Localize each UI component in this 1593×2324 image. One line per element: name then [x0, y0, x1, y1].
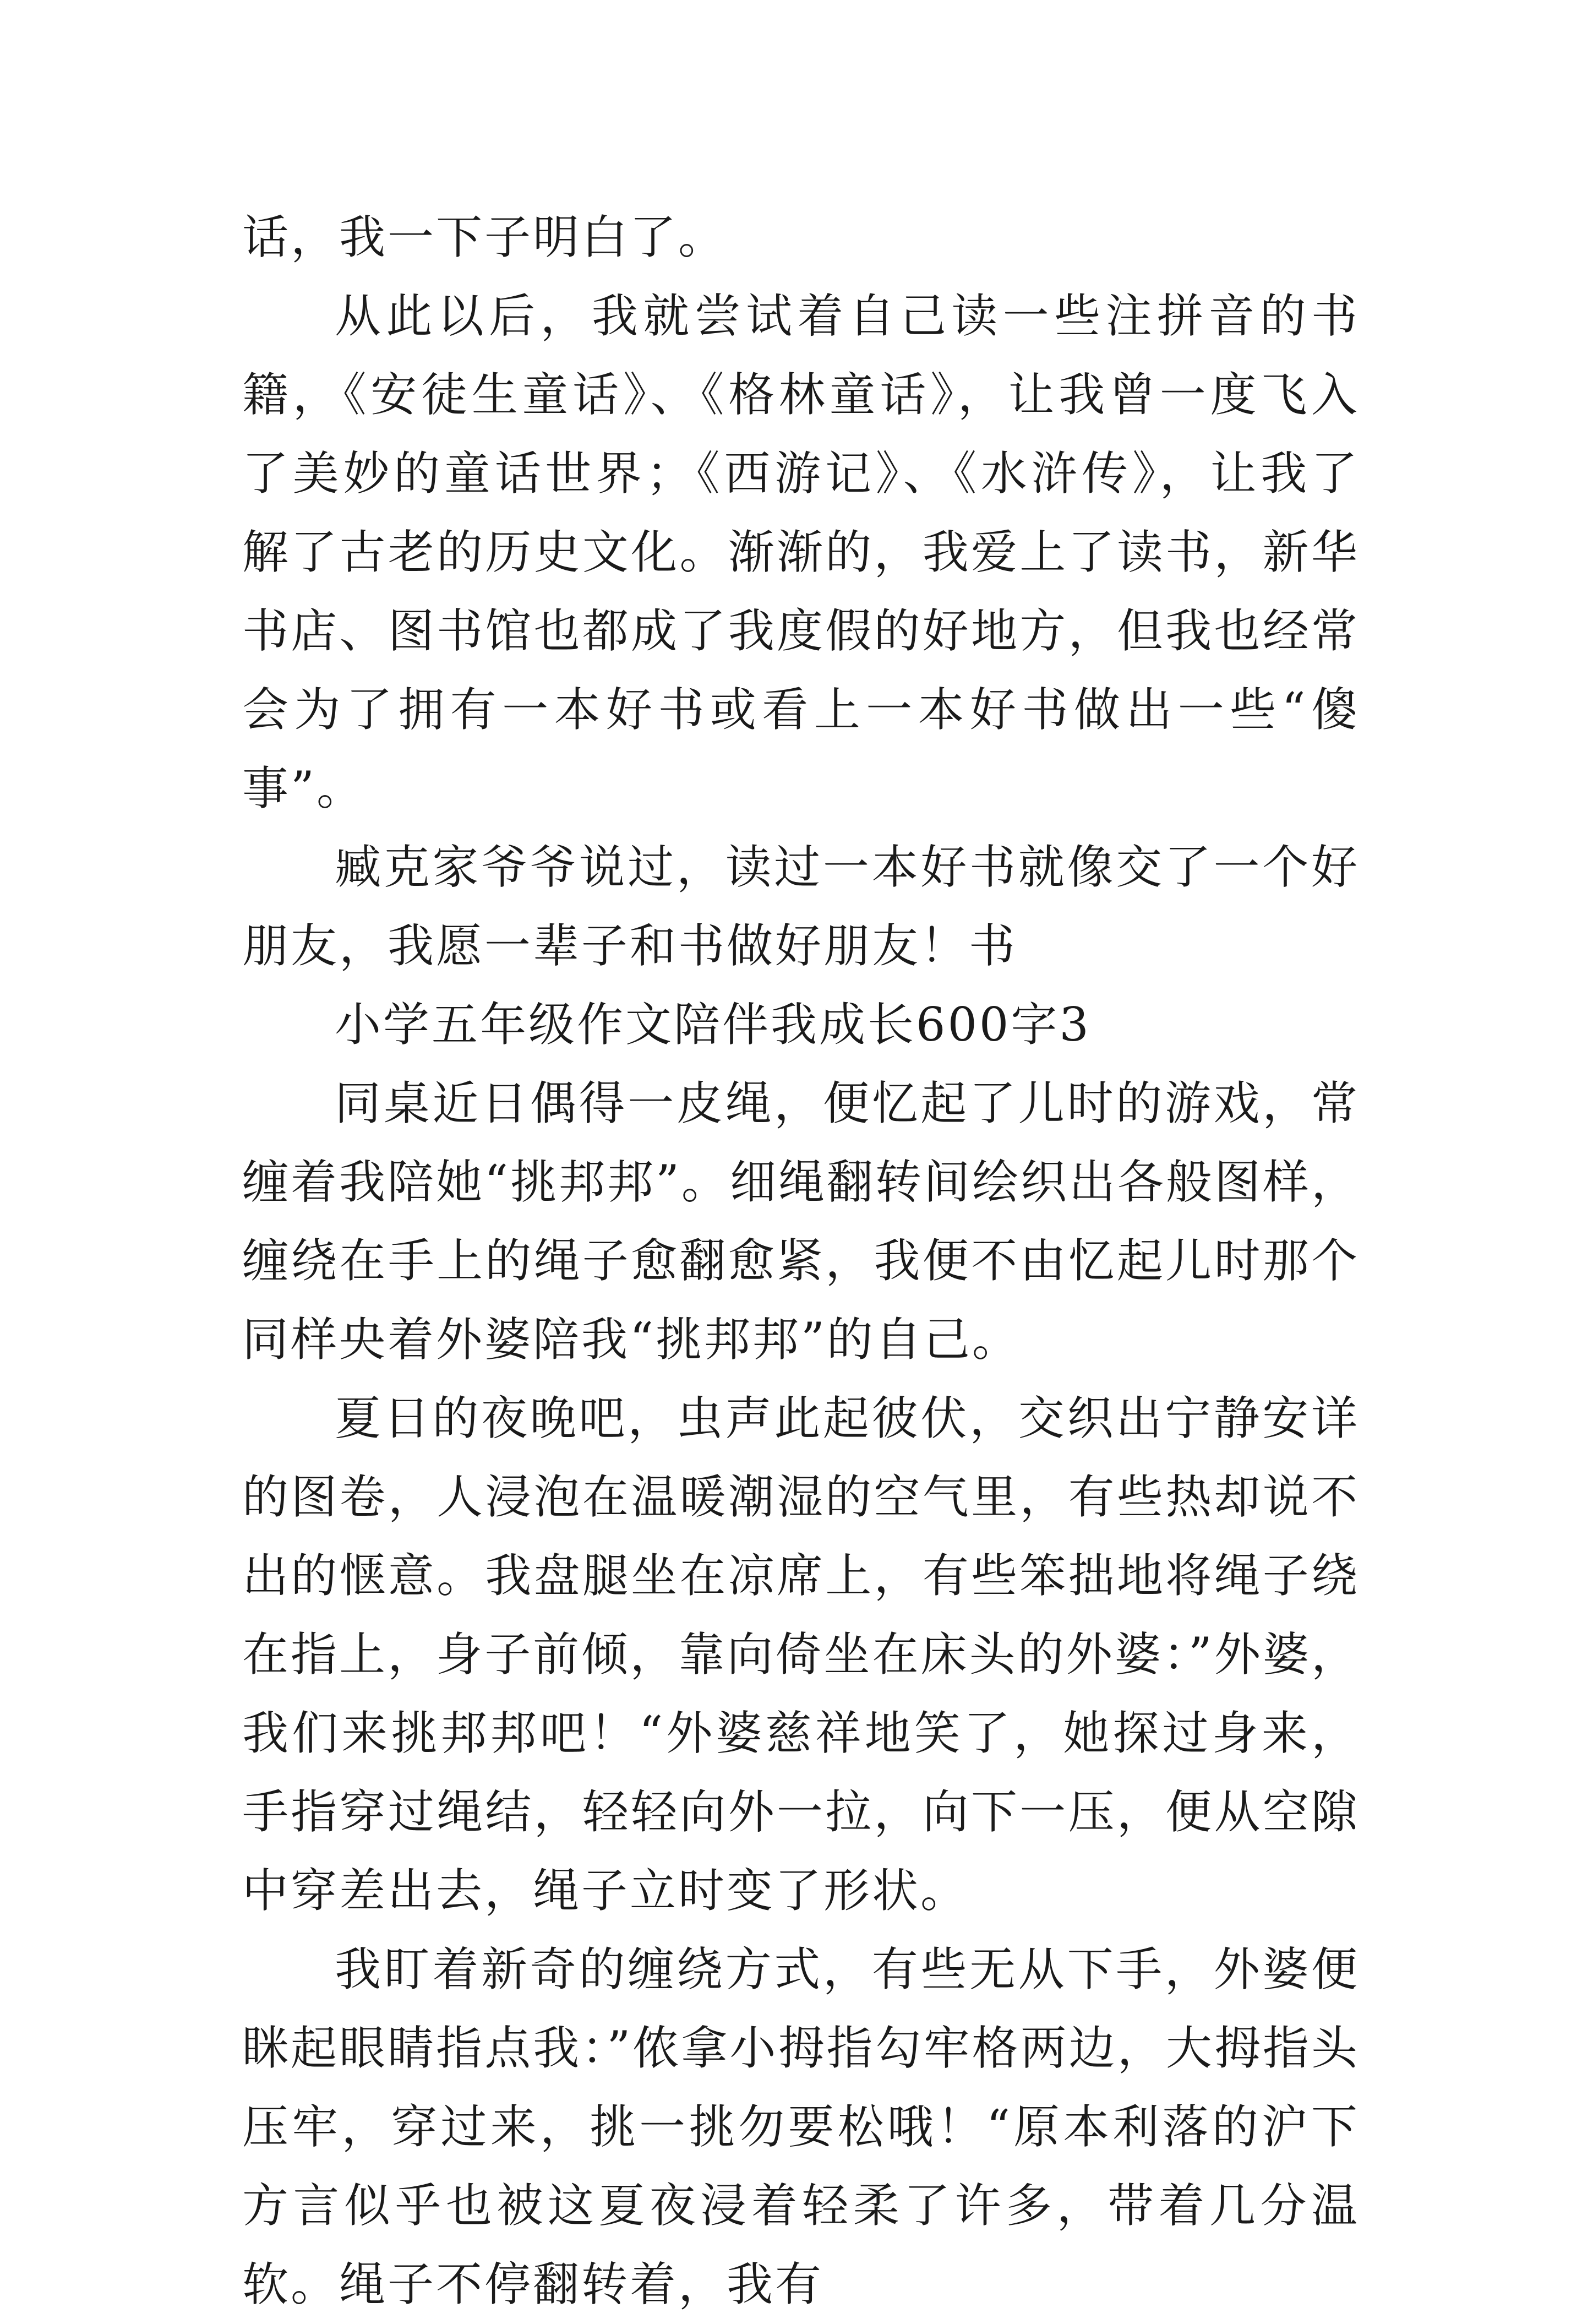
essay-title: 小学五年级作文陪伴我成长600字3: [335, 998, 1091, 1052]
paragraph-summer-night: 夏日的夜晚吧，虫声此起彼伏，交织出宁静安详的图卷，人浸泡在温暖潮湿的空气里，有些热却说不出的惬意。我盘腿坐在凉席上，有些笨拙地将绳子绕在指上，身子前倾，靠向倚坐在床头的外婆：”外婆，我们来挑邦邦吧！“外婆慈祥地笑了，她探过身来，手指穿过绳结，轻轻向外一拉，向下一压，便从空隙中穿差出去，绳子立时变了形状。: [242, 1391, 1360, 1918]
paragraph-continuation: 话，我一下子明白了。: [242, 210, 727, 264]
paragraph-good-friend: 臧克家爷爷说过，读过一本好书就像交了一个好朋友，我愿一辈子和书做好朋友！书: [242, 840, 1360, 973]
paragraph-reading-books: 从此以后，我就尝试着自己读一些注拼音的书籍，《安徒生童话》、《格林童话》，让我曾一度飞入了美妙的童话世界；《西游记》、《水浒传》，让我了解了古老的历史文化。渐渐的，我爱上了读书，新华书店、图书馆也都成了我度假的好地方，但我也经常会为了拥有一本好书或看上一本好书做出一些“傻事”。: [242, 289, 1360, 815]
paragraph-string-game: 同桌近日偶得一皮绳，便忆起了儿时的游戏，常缠着我陪她“挑邦邦”。细绳翻转间绘织出各般图样，缠绕在手上的绳子愈翻愈紧，我便不由忆起儿时那个同样央着外婆陪我“挑邦邦”的自己。: [242, 1076, 1360, 1367]
paragraph-grandma-guidance: 我盯着新奇的缠绕方式，有些无从下手，外婆便眯起眼睛指点我：”侬拿小拇指勾牢格两边，大拇指头压牢，穿过来，挑一挑勿要松哦！“原本利落的沪下方言似乎也被这夏夜浸着轻柔了许多，带着几分温软。绳子不停翻转着，我有: [242, 1942, 1360, 2311]
document-body: [242, 198, 1360, 2324]
